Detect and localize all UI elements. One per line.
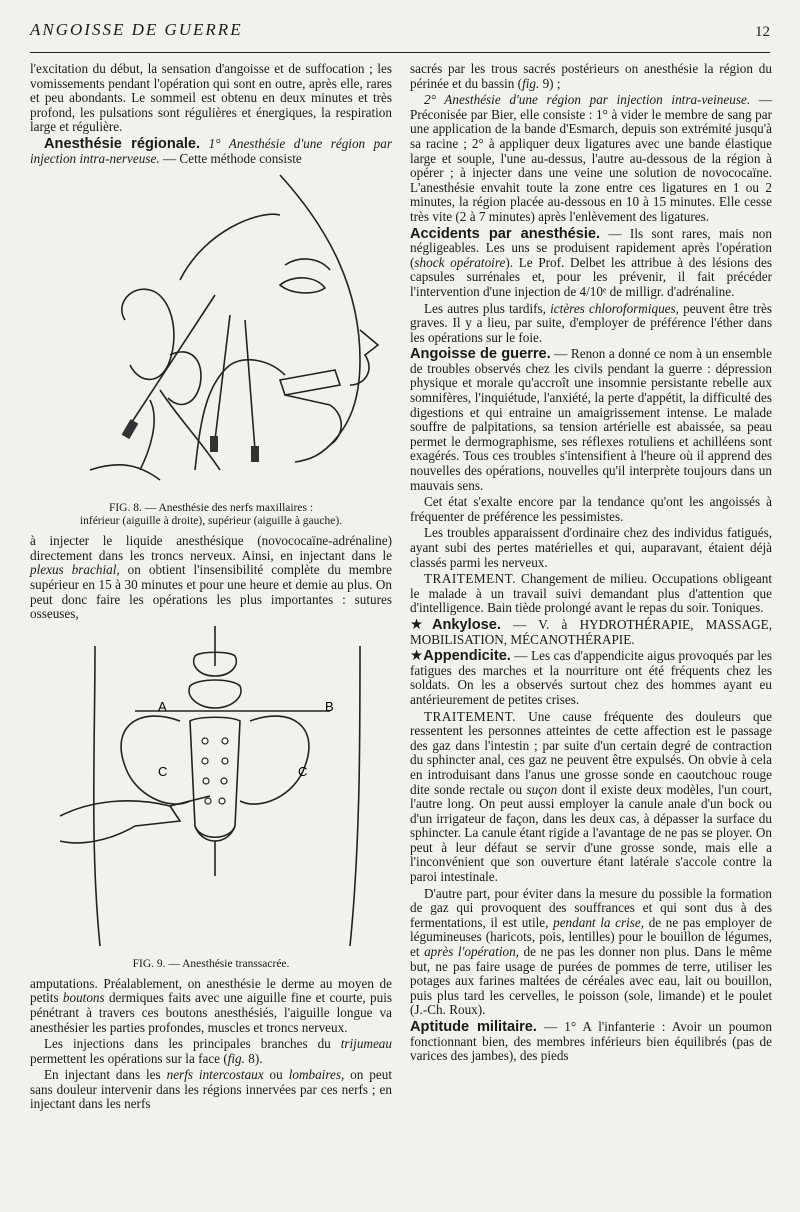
page-header [30,18,770,48]
figure-8 [30,170,392,528]
subheading: 2° Anesthésie d'une région par injection intra-veineuse. [424,92,751,108]
figure-9-label-b: B [325,698,334,714]
paragraph-anesthesie-regionale: Anesthésie régionale. 1° Anesthésie d'une région par injection intra-nerveuse. — Cette méthode consiste [30,135,393,166]
section-heading: ★Appendicite. [410,648,511,665]
paragraph-angoisse: Angoisse de guerre. — Renon a donné ce nom à un ensemble de troubles observés chez les civils pendant la guerre : dépression physique et morale qu'accroît une insomnie persistante rebelle aux somnifères, l'inquiétude, l'anxiété, la perte d'appétit, la difficulté des digestions et qui entraine un amaigrissement intense. Le malade souffre de palpitations, sa tension artérielle est abaissée, sa peau permet le dermographisme, ses réflexes rotuliens et achilléens sont exagérés. Tous ces troubles s'intensifient à l'heure où il apprend des nouvelles des opérations, nouvelles qu'il interprète toujours dans un mauvais sens. [410,346,772,493]
paragraph: Les troubles apparaissent d'ordinaire chez des individus fatigués, ayant subi des pertes matérielles et qui, auparavant, étaient déjà classés parmi les nerveux. [410,525,772,570]
paragraph: Les autres plus tardifs, ictères chloroformiques, peuvent être très graves. Il y a lieu, par suite, d'employer de préférence l'éther dans les opérations sur le foie. [410,300,772,345]
transsacral-anesthesia-illustration [30,626,392,956]
paragraph: 2° Anesthésie d'une région par injection intra-veineuse. — Préconisée par Bier, elle consiste : 1° à vider le membre de sang par une application de la bande d'Esmarch, depuis son extrémité jusqu'à sa racine ; 2° à appliquer deux ligatures avec une bande élastique large et souple, l'une au-dessus, l'autre au-dessous de la région à opérer ; à injecter dans une veine une solution de novococaïne. L'anesthésie envahit toute la zone entre ces ligatures en 1 ou 2 minutes, la région placée au-dessous en 10 à 15 minutes. Elle cesse très vite (2 à 7 minutes) après l'enlèvement des ligatures. [410,92,772,224]
paragraph: D'autre part, pour éviter dans la mesure du possible la formation de gaz qui provoquent des souffrances et qui sont dus à des fermentations, il est utile, pendant la crise, de ne pas employer de légumineuses (haricots, pois, lentilles) pour le bouillon de légumes, et après l'opération, de ne pas les donner non plus. Dans le même but, ne pas faire usage de purées de pommes de terre, utiliser les potages aux farines maltées de céréales avec eau, lait ou bouillon, puis plus tard les cervelles, le poisson (sole, limande) et le poulet (J.-Ch. Roux). [410,885,772,1018]
paragraph-appendicite: ★Appendicite. — Les cas d'appendicite aigus provoqués par les fatigues des marches et la nourriture ont été fréquents chez les soldats. On les a observés surtout chez des hommes ayant eu antérieurement de petites crises. [410,648,772,707]
paragraph: sacrés par les trous sacrés postérieurs on anesthésie la région du périnée et du bassin (fig. 9) ; [410,61,772,91]
section-heading: Anesthésie régionale. [44,135,201,152]
maxillary-nerve-illustration [30,170,392,500]
paragraph: amputations. Préalablement, on anesthésie le derme au moyen de petits boutons dermiques faits avec une aiguille fine et courte, puis pénétrant à travers ces boutons anesthésiés, l'aiguille longue va anesthésier les parties profondes, muscles et troncs nerveux. [30,975,392,1035]
paragraph: En injectant dans les nerfs intercostaux ou lombaires, on peut sans douleur intervenir dans les régions innervées par ces nerfs ; en injectant dans les nerfs [30,1067,393,1112]
figure-9-label-a: A [158,698,167,714]
paragraph: Cet état s'exalte encore par la tendance qu'ont les angoissés à fréquenter de préférence les pessimistes. [410,494,772,524]
section-heading: Angoisse de guerre. [410,346,551,363]
figure-9-label-c-right: C [298,763,308,779]
right-column [410,62,772,1066]
subheading: 1° Anesthésie d'une région par injection intra-nerveuse. [30,135,393,166]
paragraph-accidents: Accidents par anesthésie. — Ils sont rares, mais non négligeables. Les uns se produisent rapidement après l'opération (shock opératoire). Le Prof. Delbet les attribue à des lésions des capsules surrénales et, pour les prévenir, il fait précéder l'intervention d'une injection de 4/10ᵉ de milligr. d'adrénaline. [410,225,772,299]
figure-9-label-c-left: C [158,763,168,779]
paragraph: Les injections dans les principales branches du trijumeau permettent les opérations sur la face (fig. 8). [30,1036,392,1066]
figure-9-caption: FIG. 9. — Anesthésie transsacrée. [132,957,290,970]
paragraph: TRAITEMENT. Une cause fréquente des douleurs que ressentent les personnes atteintes de cette affection est le passage des gaz dans l'intestin ; par suite d'un certain degré de contraction du sphincter anal, ces gaz ne peuvent être expulsés. On obvie à cela en introduisant dans l'anus une grosse sonde en caoutchouc rouge dite sonde rectale ou suçon dont il existe deux modèles, l'un court, l'autre long. On peut aussi employer la canule anale d'un bock ou d'un irrigateur de façon, dans les deux cas, à dépasser la surface du sphincter. La canule étant rigide a l'avantage de ne pas se ployer. On peut à leur défaut se servir d'une grosse sonde, mais elle a l'inconvénient que son ouverture étant latérale s'accole contre la paroi intestinale. [410,708,772,885]
paragraph-aptitude: Aptitude militaire. — 1° A l'infanterie : Avoir un poumon fonctionnant bien, des membres inférieurs bien équilibrés (pas de varices des jambes), des pieds [410,1019,772,1064]
page-number: 12 [755,24,770,40]
paragraph: TRAITEMENT. Changement de milieu. Occupations obligeant le malade à un travail suivi demandant plus d'attention que d'intelligence. Bain tiède prolongé avant le repas du soir. Toniques. [410,571,772,616]
header-rule [30,52,770,53]
running-title: ANGOISSE DE GUERRE [30,20,243,39]
section-heading: Aptitude militaire. [410,1019,537,1035]
paragraph-ankylose: ★Ankylose. — V. à HYDROTHÉRAPIE, MASSAGE, MOBILISATION, MÉCANOTHÉRAPIE. [410,616,772,647]
paragraph: à injecter le liquide anesthésique (novococaïne-adrénaline) directement dans les troncs nerveux. Ainsi, en injectant dans le plexus brachial, on obtient l'insensibilité complète du membre supérieur en 15 à 30 minutes et pour une heure et demie au plus. On peut donc faire les opérations les plus importantes : sutures osseuses, [30,533,392,622]
paragraph: l'excitation du début, la sensation d'angoisse et de suffocation ; les vomissements pendant l'opération qui sont en outre, après elle, rares et peu abondants. Le sommeil est obtenu en deux minutes et très profond, les pulsations sont régulières et énergiques, la respiration large et régulière. [30,61,392,135]
figure-9 [30,626,392,971]
left-column [30,62,392,1114]
section-heading: Accidents par anesthésie. [410,225,601,242]
figure-8-caption: FIG. 8. — Anesthésie des nerfs maxillaires : inférieur (aiguille à droite), supérieur (aiguille à gauche). [79,502,343,528]
section-heading: ★Ankylose. [410,616,501,633]
